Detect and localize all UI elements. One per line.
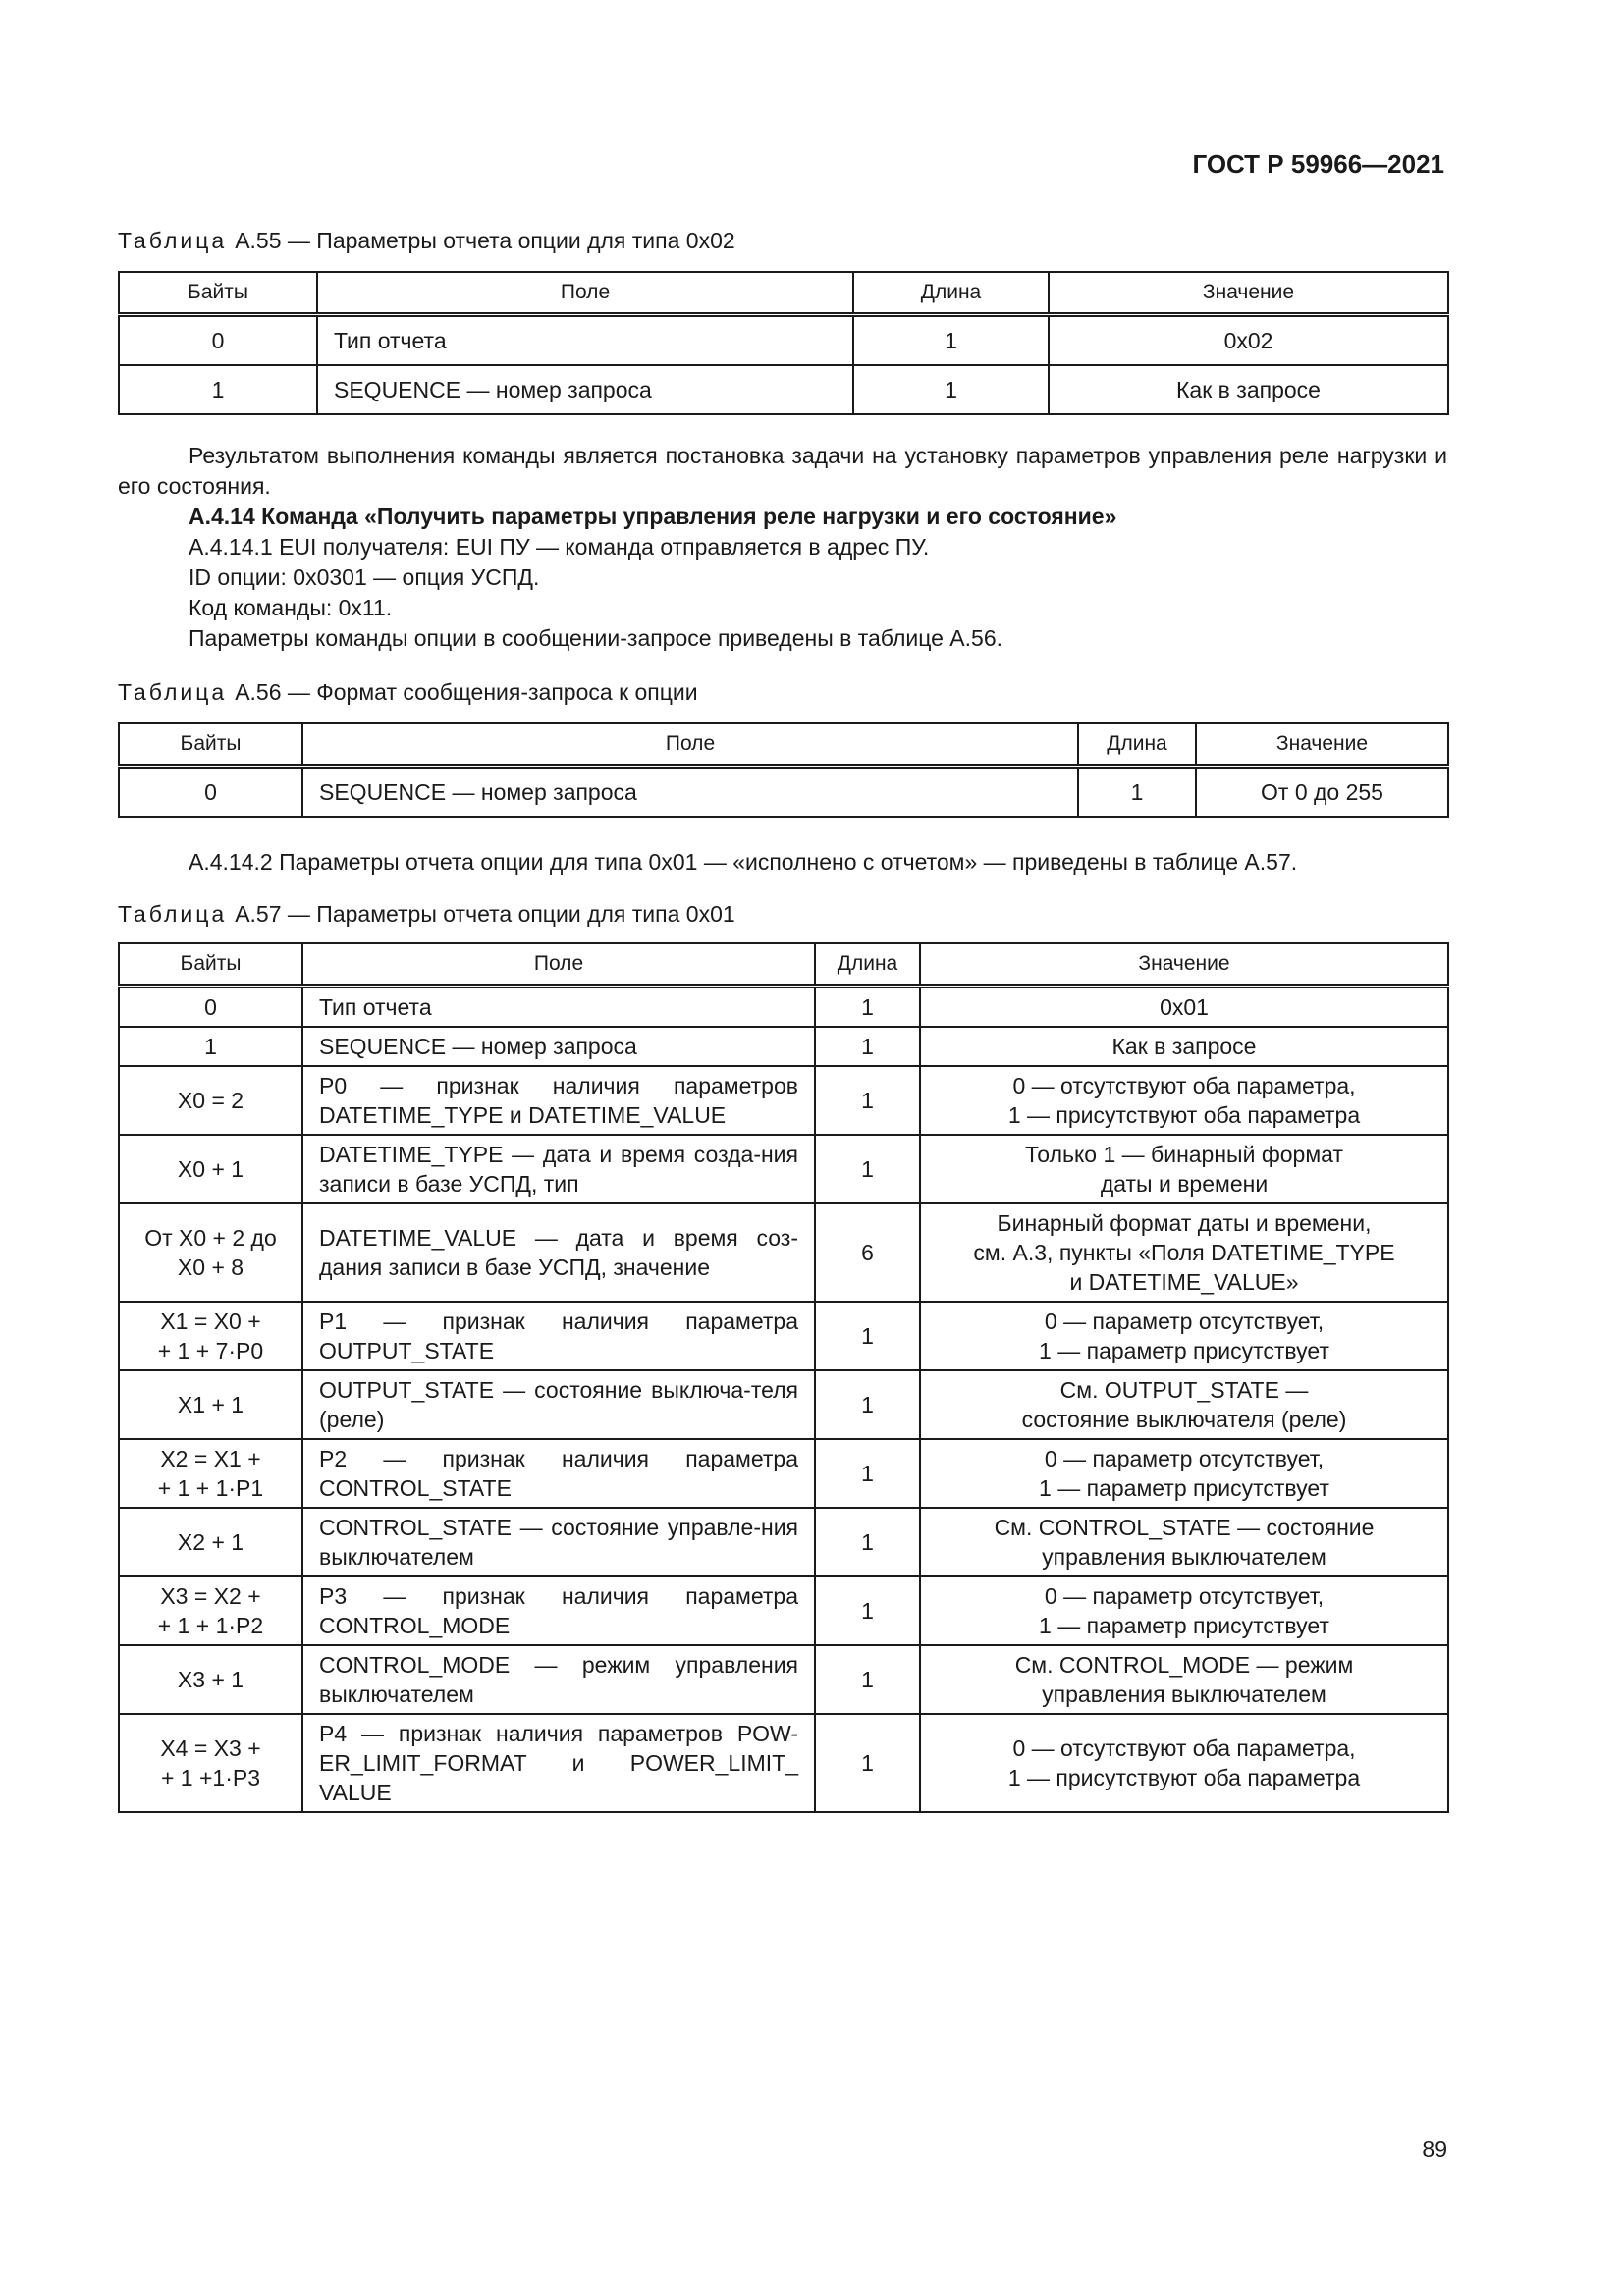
table-row <box>119 1027 1448 1066</box>
table-cell: P2 — признак наличия параметра CONTROL_STATE <box>302 1439 815 1508</box>
table-cell: 1 <box>815 987 920 1028</box>
caption-word: Таблица <box>118 901 228 927</box>
table-cell: 1 <box>815 1135 920 1203</box>
paragraph-line: А.4.14.1 EUI получателя: EUI ПУ — команда отправляется в адрес ПУ. <box>189 534 930 560</box>
column-header: Длина <box>1078 723 1196 767</box>
section-heading: А.4.14 Команда «Получить параметры управления реле нагрузки и его состояние» <box>189 504 1117 529</box>
table-cell: 6 <box>815 1203 920 1302</box>
table-cell: X1 = X0 + + 1 + 7·P0 <box>119 1302 302 1370</box>
table-row <box>119 365 1448 414</box>
table-cell: См. CONTROL_STATE — состояние управления выключателем <box>920 1508 1448 1576</box>
table-cell: 1 <box>853 315 1049 366</box>
table-cell: X3 + 1 <box>119 1645 302 1714</box>
result-paragraph: Результатом выполнения команды является постановка задачи на установку параметров управления реле нагрузки и его состояния. <box>118 443 1447 499</box>
table-cell: Только 1 — бинарный формат даты и времени <box>920 1135 1448 1203</box>
column-header: Байты <box>119 723 302 767</box>
table-row <box>119 315 1448 366</box>
table-cell: 0 <box>119 315 317 366</box>
table-cell: 1 <box>815 1027 920 1066</box>
table-row <box>119 1645 1448 1714</box>
column-header: Значение <box>1196 723 1448 767</box>
table-cell: 1 <box>119 365 317 414</box>
table-cell: 0x01 <box>920 987 1448 1028</box>
table-cell: X0 + 1 <box>119 1135 302 1203</box>
caption-word: Таблица <box>118 679 228 705</box>
table-cell: 0x02 <box>1049 315 1448 366</box>
table-cell: От 0 до 255 <box>1196 767 1448 818</box>
table-cell: См. CONTROL_MODE — режим управления выключателем <box>920 1645 1448 1714</box>
table-cell: 0 — отсутствуют оба параметра, 1 — присутствуют оба параметра <box>920 1066 1448 1135</box>
table-cell: X3 = X2 + + 1 + 1·P2 <box>119 1576 302 1645</box>
table-cell: 1 <box>1078 767 1196 818</box>
table-cell: 1 <box>119 1027 302 1066</box>
table-row <box>119 1439 1448 1508</box>
table-cell: 0 — параметр отсутствует, 1 — параметр присутствует <box>920 1439 1448 1508</box>
body-text-1 <box>118 441 1447 654</box>
table-row <box>119 1508 1448 1576</box>
table-a55 <box>118 271 1449 415</box>
table-cell: SEQUENCE — номер запроса <box>317 365 853 414</box>
column-header: Поле <box>317 272 853 315</box>
table-a57-caption <box>118 901 735 928</box>
table-cell: P3 — признак наличия параметра CONTROL_MODE <box>302 1576 815 1645</box>
table-cell: Как в запросе <box>1049 365 1448 414</box>
table-cell: 1 <box>815 1714 920 1812</box>
table-cell: От X0 + 2 до X0 + 8 <box>119 1203 302 1302</box>
table-cell: Тип отчета <box>317 315 853 366</box>
table-cell: Тип отчета <box>302 987 815 1028</box>
table-cell: X4 = X3 + + 1 +1·P3 <box>119 1714 302 1812</box>
table-cell: 0 — отсутствуют оба параметра, 1 — присутствуют оба параметра <box>920 1714 1448 1812</box>
table-row <box>119 1714 1448 1812</box>
table-a55-caption <box>118 228 735 254</box>
table-cell: 0 <box>119 987 302 1028</box>
table-cell: Бинарный формат даты и времени, см. А.3, пункты «Поля DATETIME_TYPE и DATETIME_VALUE» <box>920 1203 1448 1302</box>
table-cell: 1 <box>815 1439 920 1508</box>
table-cell: DATETIME_TYPE — дата и время созда-ния записи в базе УСПД, тип <box>302 1135 815 1203</box>
table-cell: 1 <box>815 1508 920 1576</box>
paragraph-line: Код команды: 0x11. <box>189 595 393 620</box>
table-cell: 0 — параметр отсутствует, 1 — параметр присутствует <box>920 1576 1448 1645</box>
table-cell: SEQUENCE — номер запроса <box>302 1027 815 1066</box>
table-row <box>119 1370 1448 1439</box>
table-cell: 1 <box>815 1370 920 1439</box>
table-row <box>119 767 1448 818</box>
body-text-2 <box>118 847 1447 878</box>
table-a57 <box>118 942 1449 1813</box>
caption-text: А.57 — Параметры отчета опции для типа 0x01 <box>235 901 735 927</box>
table-cell: CONTROL_STATE — состояние управле-ния выключателем <box>302 1508 815 1576</box>
column-header: Поле <box>302 723 1078 767</box>
table-cell: 0 <box>119 767 302 818</box>
table-row <box>119 1203 1448 1302</box>
caption-text: А.55 — Параметры отчета опции для типа 0x02 <box>235 228 735 253</box>
table-cell: X1 + 1 <box>119 1370 302 1439</box>
table-cell: 1 <box>853 365 1049 414</box>
table-row <box>119 1135 1448 1203</box>
table-header-row <box>119 943 1448 987</box>
table-row <box>119 1302 1448 1370</box>
table-cell: Как в запросе <box>920 1027 1448 1066</box>
column-header: Байты <box>119 943 302 987</box>
table-cell: 1 <box>815 1302 920 1370</box>
table-cell: X2 = X1 + + 1 + 1·P1 <box>119 1439 302 1508</box>
column-header: Байты <box>119 272 317 315</box>
table-row <box>119 987 1448 1028</box>
table-header-row <box>119 723 1448 767</box>
table-cell: 0 — параметр отсутствует, 1 — параметр присутствует <box>920 1302 1448 1370</box>
caption-word: Таблица <box>118 228 228 253</box>
paragraph-line: ID опции: 0x0301 — опция УСПД. <box>189 564 540 590</box>
page-number: 89 <box>1422 2136 1447 2162</box>
column-header: Длина <box>853 272 1049 315</box>
column-header: Значение <box>920 943 1448 987</box>
caption-text: А.56 — Формат сообщения-запроса к опции <box>235 679 698 705</box>
table-cell: P1 — признак наличия параметра OUTPUT_STATE <box>302 1302 815 1370</box>
table-cell: X0 = 2 <box>119 1066 302 1135</box>
table-cell: 1 <box>815 1576 920 1645</box>
table-cell: DATETIME_VALUE — дата и время соз-дания записи в базе УСПД, значение <box>302 1203 815 1302</box>
table-cell: 1 <box>815 1645 920 1714</box>
table-header-row <box>119 272 1448 315</box>
column-header: Значение <box>1049 272 1448 315</box>
column-header: Поле <box>302 943 815 987</box>
paragraph-line: А.4.14.2 Параметры отчета опции для типа 0x01 — «исполнено с отчетом» — приведены в таблице А.57. <box>189 849 1298 875</box>
table-cell: X2 + 1 <box>119 1508 302 1576</box>
table-cell: 1 <box>815 1066 920 1135</box>
table-cell: OUTPUT_STATE — состояние выключа-теля (реле) <box>302 1370 815 1439</box>
paragraph-line: Параметры команды опции в сообщении-запросе приведены в таблице А.56. <box>189 625 1003 651</box>
table-cell: SEQUENCE — номер запроса <box>302 767 1078 818</box>
document-id: ГОСТ Р 59966—2021 <box>1192 149 1444 179</box>
table-a56-caption <box>118 679 698 706</box>
table-cell: CONTROL_MODE — режим управления выключателем <box>302 1645 815 1714</box>
table-cell: P0 — признак наличия параметров DATETIME_TYPE и DATETIME_VALUE <box>302 1066 815 1135</box>
table-row <box>119 1066 1448 1135</box>
column-header: Длина <box>815 943 920 987</box>
table-cell: См. OUTPUT_STATE — состояние выключателя (реле) <box>920 1370 1448 1439</box>
table-row <box>119 1576 1448 1645</box>
table-a56 <box>118 722 1449 818</box>
table-cell: P4 — признак наличия параметров POW-ER_LIMIT_FORMAT и POWER_LIMIT_ VALUE <box>302 1714 815 1812</box>
